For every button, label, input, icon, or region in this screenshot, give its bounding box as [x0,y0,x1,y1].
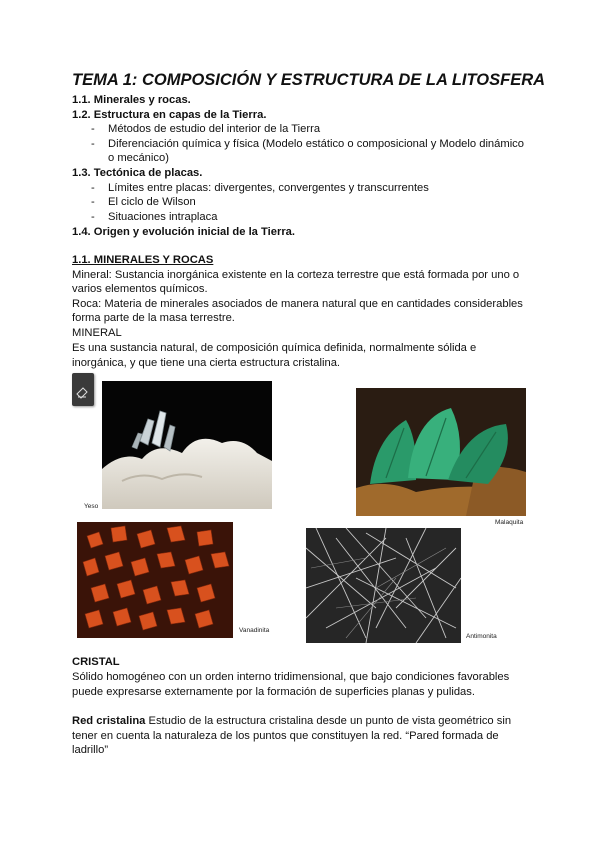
bullet-dash: - [91,211,95,223]
section-text: Mineral: Sustancia inorgánica existente en la corteza terrestre que está formada por uno o [72,269,520,281]
section-heading: 1.1. MINERALES Y ROCAS [72,254,214,266]
antimonita-photo [306,528,461,643]
toc-heading-1: 1.1. Minerales y rocas. [72,94,191,106]
bullet-dash: - [91,182,95,194]
red-cristalina-text: tener en cuenta la naturaleza de los puntos que constituyen la red. “Pared formada de [72,730,499,742]
cristal-text: Sólido homogéneo con un orden interno tridimensional, que bajo condiciones favorables [72,671,510,683]
toc-item: Límites entre placas: divergentes, convergentes y transcurrentes [108,182,429,194]
red-cristalina-term: Red cristalina [72,715,146,727]
bullet-dash: - [91,123,95,135]
bullet-dash: - [91,196,95,208]
toc-item: Métodos de estudio del interior de la Tierra [108,123,321,135]
red-cristalina-line [72,714,511,728]
section-text: varios elementos químicos. [72,283,208,295]
section-text: Es una sustancia natural, de composición química definida, normalmente sólida e [72,342,477,354]
toc-heading-2: 1.2. Estructura en capas de la Tierra. [72,109,267,121]
image-edit-icon[interactable] [72,373,94,406]
malaquita-photo [356,388,526,516]
section-text: inorgánica, y que tiene una cierta estructura cristalina. [72,357,341,369]
toc-heading-3: 1.3. Tectónica de placas. [72,167,203,179]
caption-malaquita: Malaquita [495,519,524,526]
caption-antimonita: Antimonita [466,633,497,640]
red-cristalina-text: ladrillo” [72,744,109,756]
page-title: TEMA 1: COMPOSICIÓN Y ESTRUCTURA DE LA LITOSFERA [72,71,546,89]
toc-item: El ciclo de Wilson [108,196,196,208]
red-cristalina-text: Estudio de la estructura cristalina desde un punto de vista geométrico sin [145,715,512,727]
caption-vanadinita: Vanadinita [239,627,270,634]
section-text: Roca: Materia de minerales asociados de manera natural que en cantidades considerables [72,298,523,310]
cristal-heading: CRISTAL [72,656,120,668]
caption-yeso: Yeso [84,503,99,510]
mineral-label: MINERAL [72,327,122,339]
section-text: forma parte de la masa terrestre. [72,312,235,324]
toc-item: Diferenciación química y física (Modelo estático o composicional y Modelo dinámico [108,138,524,150]
toc-heading-4: 1.4. Origen y evolución inicial de la Tierra. [72,226,296,238]
vanadinita-photo [77,522,233,638]
yeso-photo [102,381,272,509]
bullet-dash: - [91,138,95,150]
toc-item: Situaciones intraplaca [108,211,218,223]
cristal-text: puede expresarse externamente por la formación de superficies planas y pulidas. [72,686,475,698]
toc-item-continuation: o mecánico) [108,152,169,164]
